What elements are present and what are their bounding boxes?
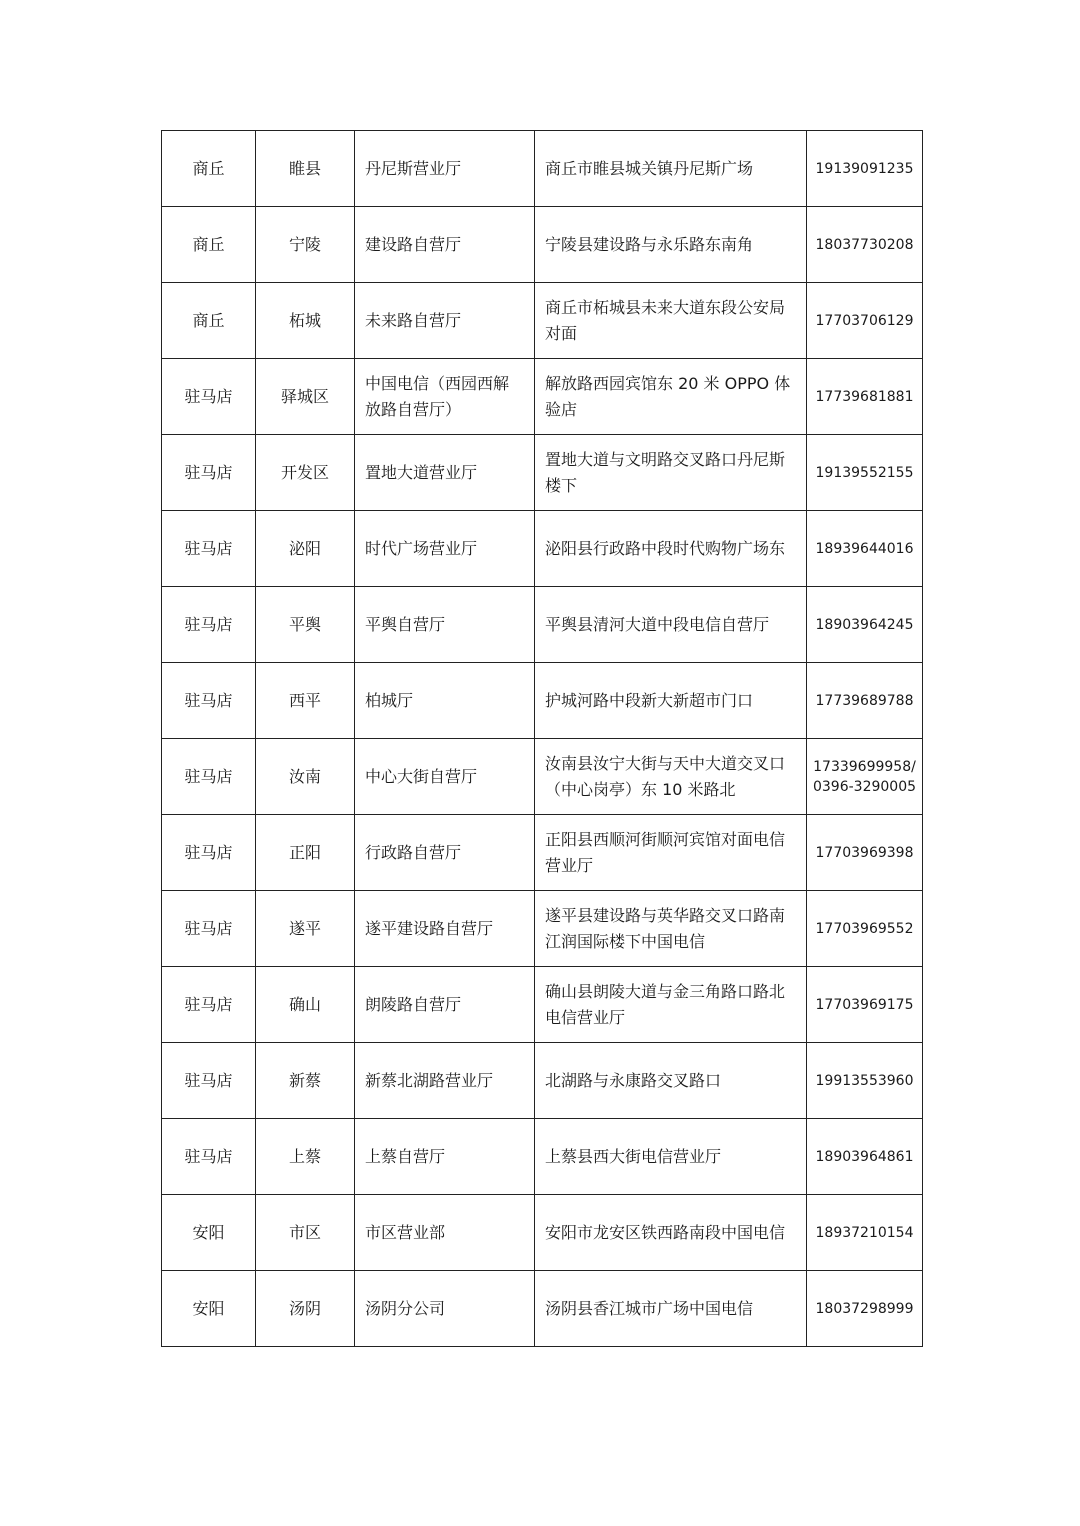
table-row — [162, 815, 923, 891]
phone-text: 18937210154 — [815, 1224, 914, 1241]
address-cell: 确山县朗陵大道与金三角路口路北电信营业厅 — [535, 967, 807, 1043]
table-row — [162, 739, 923, 815]
phone-cell — [807, 435, 923, 511]
address-cell: 商丘市柘城县未来大道东段公安局对面 — [535, 283, 807, 359]
store-name-cell: 汤阴分公司 — [355, 1271, 535, 1347]
phone-text: 19139552155 — [815, 464, 914, 481]
address-cell: 遂平县建设路与英华路交叉口路南江润国际楼下中国电信 — [535, 891, 807, 967]
city-cell: 安阳 — [162, 1271, 256, 1347]
address-cell: 护城河路中段新大新超市门口 — [535, 663, 807, 739]
table-row — [162, 435, 923, 511]
store-name-cell: 中心大街自营厅 — [355, 739, 535, 815]
store-name-cell: 中国电信（西园西解放路自营厅） — [355, 359, 535, 435]
city-cell: 商丘 — [162, 131, 256, 207]
table-row — [162, 207, 923, 283]
store-name-cell: 丹尼斯营业厅 — [355, 131, 535, 207]
table-row — [162, 1271, 923, 1347]
store-name-cell: 置地大道营业厅 — [355, 435, 535, 511]
phone-cell — [807, 739, 923, 815]
phone-cell — [807, 967, 923, 1043]
phone-cell — [807, 131, 923, 207]
store-name-cell: 未来路自营厅 — [355, 283, 535, 359]
store-name-cell: 新蔡北湖路营业厅 — [355, 1043, 535, 1119]
store-name-cell: 平舆自营厅 — [355, 587, 535, 663]
county-cell: 确山 — [256, 967, 355, 1043]
phone-text: 17703706129 — [815, 312, 914, 329]
address-cell: 上蔡县西大街电信营业厅 — [535, 1119, 807, 1195]
table-row — [162, 1195, 923, 1271]
county-cell: 宁陵 — [256, 207, 355, 283]
phone-text: 17703969398 — [815, 844, 914, 861]
city-cell: 商丘 — [162, 207, 256, 283]
address-cell: 汤阴县香江城市广场中国电信 — [535, 1271, 807, 1347]
address-cell: 汝南县汝宁大街与天中大道交叉口（中心岗亭）东 10 米路北 — [535, 739, 807, 815]
city-cell: 驻马店 — [162, 815, 256, 891]
city-cell: 驻马店 — [162, 511, 256, 587]
phone-cell — [807, 1195, 923, 1271]
address-cell: 置地大道与文明路交叉路口丹尼斯楼下 — [535, 435, 807, 511]
store-name-cell: 朗陵路自营厅 — [355, 967, 535, 1043]
phone-text: 18037730208 — [815, 236, 914, 253]
store-name-cell: 遂平建设路自营厅 — [355, 891, 535, 967]
store-name-cell: 上蔡自营厅 — [355, 1119, 535, 1195]
address-cell: 解放路西园宾馆东 20 米 OPPO 体验店 — [535, 359, 807, 435]
county-cell: 汝南 — [256, 739, 355, 815]
city-cell: 驻马店 — [162, 891, 256, 967]
phone-cell — [807, 1271, 923, 1347]
phone-text: 17739689788 — [815, 692, 914, 709]
city-cell: 驻马店 — [162, 1119, 256, 1195]
store-name-cell: 行政路自营厅 — [355, 815, 535, 891]
city-cell: 驻马店 — [162, 663, 256, 739]
table-row — [162, 587, 923, 663]
phone-text: 18037298999 — [815, 1300, 914, 1317]
county-cell: 市区 — [256, 1195, 355, 1271]
phone-cell — [807, 207, 923, 283]
phone-cell — [807, 283, 923, 359]
city-cell: 商丘 — [162, 283, 256, 359]
address-cell: 正阳县西顺河街顺河宾馆对面电信营业厅 — [535, 815, 807, 891]
store-table — [161, 130, 923, 1347]
city-cell: 驻马店 — [162, 1043, 256, 1119]
address-cell: 安阳市龙安区铁西路南段中国电信 — [535, 1195, 807, 1271]
phone-text: 18903964245 — [815, 616, 914, 633]
city-cell: 驻马店 — [162, 435, 256, 511]
table-row — [162, 283, 923, 359]
store-rows — [162, 131, 923, 1347]
table-row — [162, 967, 923, 1043]
table-row — [162, 1043, 923, 1119]
address-cell: 宁陵县建设路与永乐路东南角 — [535, 207, 807, 283]
city-cell: 驻马店 — [162, 967, 256, 1043]
county-cell: 新蔡 — [256, 1043, 355, 1119]
phone-cell — [807, 1043, 923, 1119]
store-name-cell: 时代广场营业厅 — [355, 511, 535, 587]
address-cell: 泌阳县行政路中段时代购物广场东 — [535, 511, 807, 587]
phone-text: 19139091235 — [815, 160, 914, 177]
phone-text: 18903964861 — [815, 1148, 914, 1165]
county-cell: 上蔡 — [256, 1119, 355, 1195]
phone-text: 19913553960 — [815, 1072, 914, 1089]
phone-text: 18939644016 — [815, 540, 914, 557]
county-cell: 正阳 — [256, 815, 355, 891]
phone-cell — [807, 891, 923, 967]
store-name-cell: 市区营业部 — [355, 1195, 535, 1271]
phone-cell — [807, 359, 923, 435]
store-name-cell: 柏城厅 — [355, 663, 535, 739]
county-cell: 平舆 — [256, 587, 355, 663]
city-cell: 安阳 — [162, 1195, 256, 1271]
table-row — [162, 1119, 923, 1195]
phone-cell — [807, 1119, 923, 1195]
county-cell: 汤阴 — [256, 1271, 355, 1347]
county-cell: 驿城区 — [256, 359, 355, 435]
county-cell: 睢县 — [256, 131, 355, 207]
phone-text: 17703969175 — [815, 996, 914, 1013]
county-cell: 西平 — [256, 663, 355, 739]
address-cell: 商丘市睢县城关镇丹尼斯广场 — [535, 131, 807, 207]
county-cell: 遂平 — [256, 891, 355, 967]
table-row — [162, 891, 923, 967]
table-row — [162, 131, 923, 207]
city-cell: 驻马店 — [162, 587, 256, 663]
phone-cell — [807, 815, 923, 891]
store-name-cell: 建设路自营厅 — [355, 207, 535, 283]
city-cell: 驻马店 — [162, 359, 256, 435]
county-cell: 泌阳 — [256, 511, 355, 587]
county-cell: 开发区 — [256, 435, 355, 511]
phone-cell — [807, 587, 923, 663]
table-row — [162, 663, 923, 739]
phone-text: 17739681881 — [815, 388, 914, 405]
address-cell: 平舆县清河大道中段电信自营厅 — [535, 587, 807, 663]
county-cell: 柘城 — [256, 283, 355, 359]
phone-cell — [807, 663, 923, 739]
phone-text: 17339699958/0396-3290005 — [812, 758, 917, 795]
table-row — [162, 359, 923, 435]
phone-cell — [807, 511, 923, 587]
table-row — [162, 511, 923, 587]
phone-text: 17703969552 — [815, 920, 914, 937]
city-cell: 驻马店 — [162, 739, 256, 815]
address-cell: 北湖路与永康路交叉路口 — [535, 1043, 807, 1119]
